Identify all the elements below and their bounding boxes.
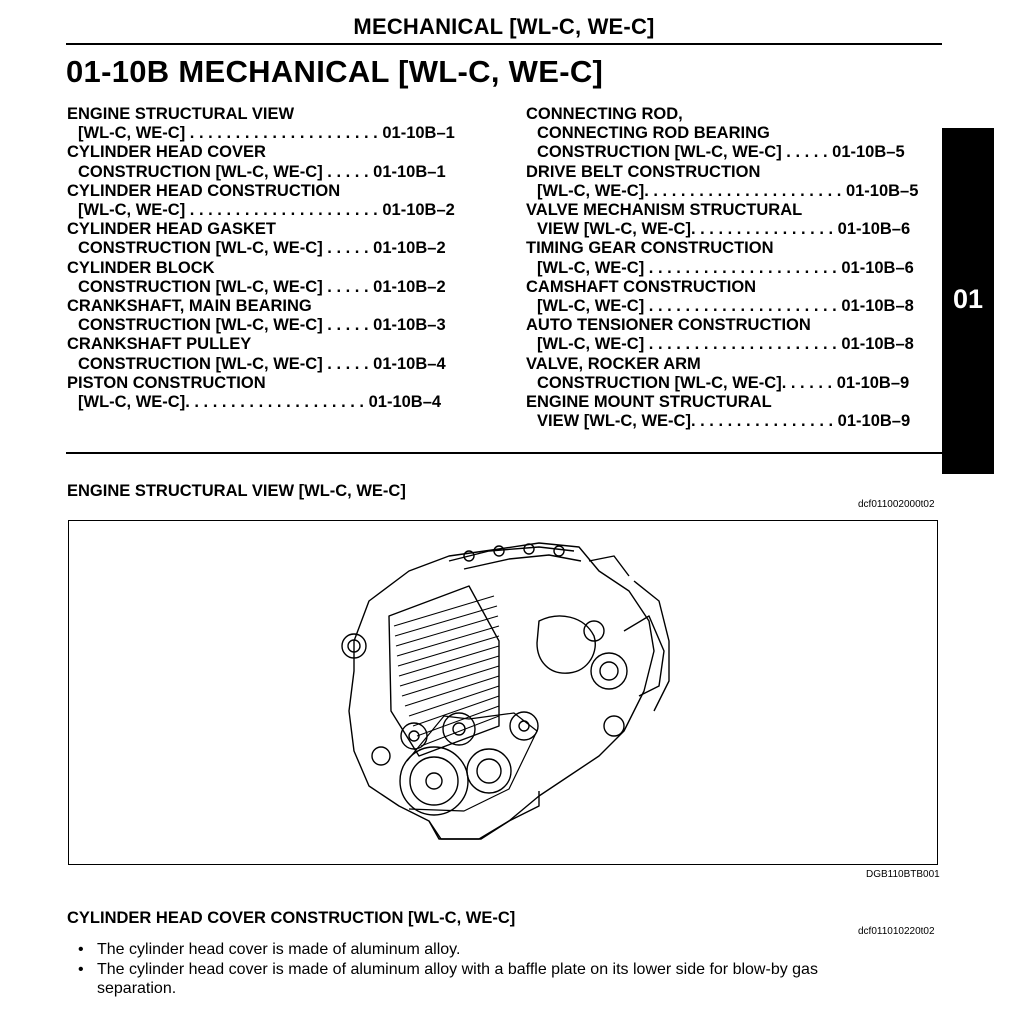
figure-code: DGB110BTB001 [866, 869, 940, 880]
toc-page-number: 01-10B–9 [836, 373, 910, 392]
bullet-list [76, 940, 896, 999]
toc-entry [67, 105, 477, 143]
toc-entry [67, 143, 477, 181]
toc-entry-title: [WL-C, WE-C] [537, 181, 645, 200]
toc-entry-title: TIMING GEAR CONSTRUCTION [526, 239, 774, 258]
engine-structural-view-heading: ENGINE STRUCTURAL VIEW [WL-C, WE-C] [67, 482, 406, 500]
toc-entry-line [67, 393, 477, 412]
toc-entry-line [67, 220, 477, 239]
toc-leader-dots: . . . . . . . . . . . . . . . . [690, 220, 838, 239]
toc-page-number: 01-10B–1 [373, 162, 446, 181]
toc-entry-line [526, 335, 926, 354]
toc-entry [67, 182, 477, 220]
toc-entry-line [67, 374, 477, 393]
toc-entry-line [526, 374, 926, 393]
toc-left-column [67, 105, 477, 412]
cylinder-head-cover-code: dcf011010220t02 [858, 926, 935, 937]
toc-entry [526, 278, 926, 316]
toc-entry-line [67, 355, 477, 374]
chapter-tab-label: 01 [952, 284, 984, 314]
toc-entry [67, 335, 477, 373]
bullet-item: • The cylinder head cover is made of aluminum alloy. [76, 940, 896, 960]
toc-entry-title: CAMSHAFT CONSTRUCTION [526, 277, 757, 296]
toc-leader-dots: . . . . . [322, 354, 374, 373]
toc-entry-line [67, 259, 477, 278]
toc-entry-title: [WL-C, WE-C] [78, 201, 186, 220]
toc-entry [67, 220, 477, 258]
toc-entry-title: [WL-C, WE-C] [537, 297, 645, 316]
toc-entry-title: ENGINE MOUNT STRUCTURAL [526, 393, 772, 412]
toc-page-number: 01-10B–9 [837, 412, 911, 431]
toc-leader-dots: . . . . . . . . . . . . . . . . . . . . . [644, 258, 842, 277]
toc-right-column [526, 105, 926, 431]
toc-bottom-rule [66, 452, 942, 454]
chapter-tab [942, 128, 994, 474]
toc-entry-line [67, 335, 477, 354]
toc-page-number: 01-10B–5 [832, 143, 905, 162]
toc-entry-title: CYLINDER BLOCK [67, 258, 215, 277]
toc-entry-title: CYLINDER HEAD GASKET [67, 220, 277, 239]
toc-entry-line [67, 239, 477, 258]
toc-entry-line [67, 143, 477, 162]
toc-entry-line [526, 124, 926, 143]
toc-entry [526, 163, 926, 201]
cylinder-head-cover-heading: CYLINDER HEAD COVER CONSTRUCTION [WL-C, WE-C] [67, 909, 516, 927]
toc-entry-line [526, 182, 926, 201]
bullet-item: • The cylinder head cover is made of aluminum alloy with a baffle plate on its lower side for blow-by gas separation. [76, 960, 896, 999]
toc-entry [67, 259, 477, 297]
toc-page-number: 01-10B–4 [368, 393, 442, 412]
toc-entry-line [526, 412, 926, 431]
toc-entry-title: [WL-C, WE-C] [537, 335, 645, 354]
toc-page-number: 01-10B–8 [841, 335, 914, 354]
toc-page-number: 01-10B–2 [373, 277, 446, 296]
toc-leader-dots: . . . . . . . . . . . . . . . . . . . . . [644, 335, 842, 354]
toc-entry-title: CONNECTING ROD, [526, 105, 683, 123]
toc-entry [526, 105, 926, 163]
toc-entry-line [526, 278, 926, 297]
toc-entry-title: VALVE MECHANISM STRUCTURAL [526, 201, 803, 220]
toc-entry-title: CYLINDER HEAD CONSTRUCTION [67, 181, 341, 200]
toc-entry-title: PISTON CONSTRUCTION [67, 373, 266, 392]
toc-page-number: 01-10B–5 [845, 181, 919, 200]
toc-entry-line [526, 143, 926, 162]
toc-leader-dots: . . . . . . [781, 373, 837, 392]
toc-page-number: 01-10B–4 [373, 354, 446, 373]
toc-entry [526, 201, 926, 239]
toc-entry-title: [WL-C, WE-C] [78, 124, 186, 143]
toc-entry-title: CONSTRUCTION [WL-C, WE-C] [78, 277, 323, 296]
toc-leader-dots: . . . . . . . . . . . . . . . . [690, 412, 838, 431]
toc-entry-line [526, 297, 926, 316]
toc-entry [526, 355, 926, 393]
toc-entry-title: CONSTRUCTION [WL-C, WE-C] [78, 162, 323, 181]
toc-page-number: 01-10B–6 [841, 258, 914, 277]
toc-entry-line [67, 182, 477, 201]
toc-page-number: 01-10B–6 [837, 220, 911, 239]
toc-entry-title: DRIVE BELT CONSTRUCTION [526, 162, 761, 181]
toc-entry-line [67, 163, 477, 182]
toc-entry-title: CONSTRUCTION [WL-C, WE-C] [78, 354, 323, 373]
toc-entry-line [526, 105, 926, 124]
toc-page-number: 01-10B–8 [841, 297, 914, 316]
toc-entry [526, 239, 926, 277]
toc-entry-title: CONSTRUCTION [WL-C, WE-C] [537, 143, 782, 162]
toc-entry-line [67, 124, 477, 143]
toc-page-number: 01-10B–3 [373, 316, 446, 335]
toc-page-number: 01-10B–2 [382, 201, 455, 220]
toc-page-number: 01-10B–1 [382, 124, 455, 143]
toc-entry-title: ENGINE STRUCTURAL VIEW [67, 105, 295, 123]
toc-leader-dots: . . . . . . . . . . . . . . . . . . . . . . [644, 181, 846, 200]
toc-entry-title: CONSTRUCTION [WL-C, WE-C] [78, 239, 323, 258]
toc-entry [67, 297, 477, 335]
toc-entry-title: CRANKSHAFT PULLEY [67, 335, 252, 354]
header-rule [66, 43, 942, 45]
toc-leader-dots: . . . . . [322, 239, 374, 258]
toc-entry-line [526, 201, 926, 220]
engine-illustration-frame [68, 520, 938, 865]
toc-entry-line [67, 201, 477, 220]
toc-entry-line [526, 259, 926, 278]
toc-leader-dots: . . . . . [322, 277, 374, 296]
toc-entry-line [67, 278, 477, 297]
toc-leader-dots: . . . . . [322, 316, 374, 335]
toc-entry-title: CYLINDER HEAD COVER [67, 143, 266, 162]
toc-entry-line [67, 297, 477, 316]
toc-entry [526, 316, 926, 354]
toc-leader-dots: . . . . . [781, 143, 833, 162]
toc-entry-line [526, 163, 926, 182]
toc-entry-title: AUTO TENSIONER CONSTRUCTION [526, 316, 811, 335]
toc-entry [526, 393, 926, 431]
toc-leader-dots: . . . . . . . . . . . . . . . . . . . . . [644, 297, 842, 316]
engine-structural-view-code: dcf011002000t02 [858, 499, 935, 510]
toc-entry-line [67, 316, 477, 335]
section-title: 01-10B MECHANICAL [WL-C, WE-C] [66, 54, 604, 89]
toc-entry-title: CONNECTING ROD BEARING [537, 124, 770, 143]
toc-entry-title: VIEW [WL-C, WE-C] [537, 412, 691, 431]
toc-entry-title: CONSTRUCTION [WL-C, WE-C] [537, 373, 782, 392]
toc-entry-line [526, 355, 926, 374]
toc-entry-line [67, 105, 477, 124]
toc-page-number: 01-10B–2 [373, 239, 446, 258]
toc-entry-title: VALVE, ROCKER ARM [526, 354, 701, 373]
toc-leader-dots: . . . . . . . . . . . . . . . . . . . . . [185, 124, 383, 143]
toc-entry-title: [WL-C, WE-C] [78, 393, 186, 412]
toc-entry-title: CONSTRUCTION [WL-C, WE-C] [78, 316, 323, 335]
toc-entry-line [526, 220, 926, 239]
toc-entry-line [526, 316, 926, 335]
toc-entry [67, 374, 477, 412]
toc-leader-dots: . . . . . . . . . . . . . . . . . . . . [185, 393, 369, 412]
toc-entry-line [526, 393, 926, 412]
running-header: MECHANICAL [WL-C, WE-C] [353, 14, 655, 39]
toc-entry-title: VIEW [WL-C, WE-C] [537, 220, 691, 239]
toc-entry-title: CRANKSHAFT, MAIN BEARING [67, 297, 312, 316]
toc-entry-title: [WL-C, WE-C] [537, 258, 645, 277]
engine-illustration [69, 521, 939, 866]
toc-leader-dots: . . . . . . . . . . . . . . . . . . . . . [185, 201, 383, 220]
toc-entry-line [526, 239, 926, 258]
toc-leader-dots: . . . . . [322, 162, 374, 181]
